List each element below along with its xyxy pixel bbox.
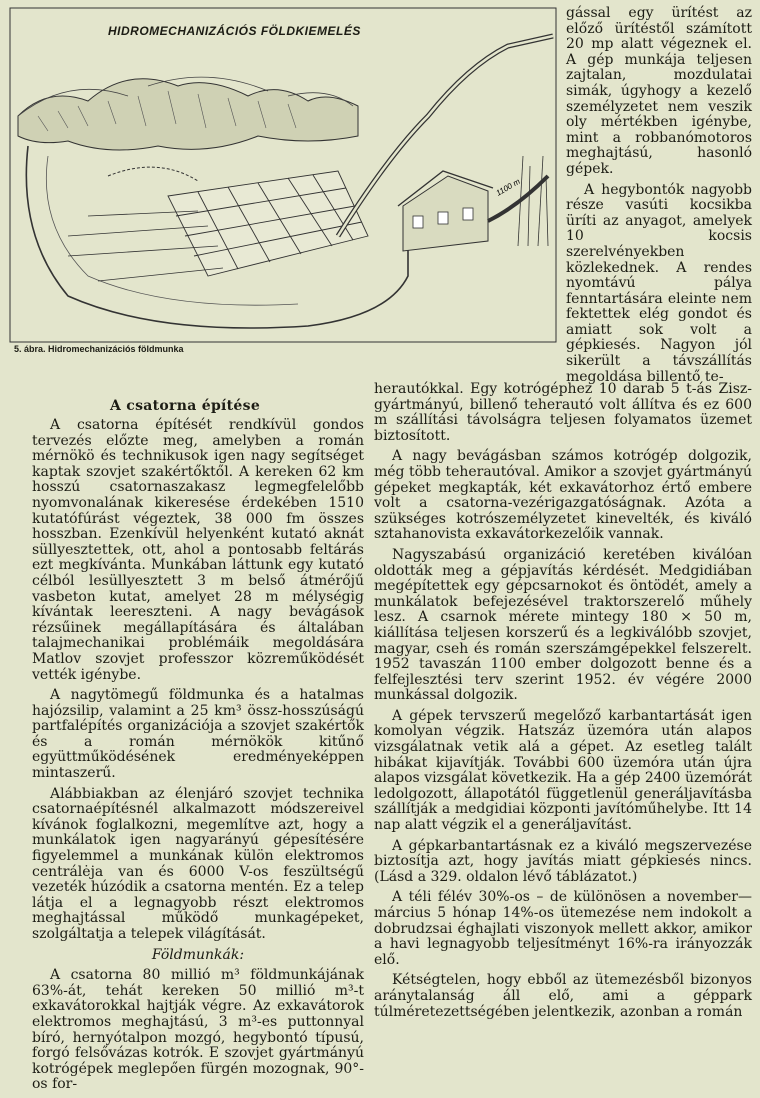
paragraph: A gépkarbantartásnak ez a kiváló megszervezése biztosítja azt, hogy javítás miatt gépkiesés nincs. (Lásd a 329. oldalon lévő táblázatot.) [374, 837, 752, 885]
figure-caption: 5. ábra. Hidromechanizációs földmunka [14, 344, 184, 354]
paragraph: A csatorna építését rendkívül gondos tervezés előzte meg, amelyben a román mérnökö és technikusok igen nagy segítséget kaptak szovjet szakértőktől. A kereken 62 km hosszú csatornaszakasz legmegfelelőbb nyomvonalának kikeresése érdekében 1510 kutatófúrást végeztek, 38 000 fm összes hosszban. Ezenkívül helyenként kutató aknát süllyesztettek, ott, ahol a pontosabb feltárás ezt megkívánta. Munkában láttunk egy kutató célból lesüllyesztett 3 m belső átmérőjű vasbeton kutat, amelyet 28 m mélységig kívántak leereszteni. A nagy bevágások rézsűinek megállapítására és általában talajmechanikai problémáik megoldására Matlov szovjet professzor közreműködését vették igénybe. [32, 417, 364, 683]
paragraph: A hegybontók nagyobb része vasúti kocsikba üríti az anyagot, amelyek 10 kocsis szerelvényekben közlekednek. A rendes nyomtávú pálya fenntartására eleinte nem fektettek elég gondot és amiatt sok volt a gépkiesés. Nagyon jól sikerült a távszállítás megoldása billentő te- [566, 181, 752, 385]
left-column [32, 418, 364, 1098]
paragraph: A nagytömegű földmunka és a hatalmas hajózsilip, valamint a 25 km³ össz-hosszúságú partfalépítés organizációja a szovjet szakértők és a román mérnökök kitűnő együttműködésének eredményeképpen mintaszerű. [32, 687, 364, 782]
figure-hydromechanization [8, 6, 558, 346]
section-heading: A csatorna építése [109, 398, 261, 414]
right-column-bottom [374, 382, 752, 1025]
paragraph: herautókkal. Egy kotrógéphez 10 darab 5 t-ás Zisz-gyártmányú, billenő teherautó volt állítva és ez 600 m szállítási távolságra teljesen folyamatos üzemet biztosított. [374, 381, 752, 444]
paragraph: A nagy bevágásban számos kotrógép dolgozik, még több teherautóval. Amikor a szovjet gyártmányú gépeket megkapták, két exkavátorhoz értő embere volt a csatorna-vezérigazgatóságnak. Azóta a szükséges kotrószemélyzetet kinevelték, és kiváló sztahanovista exkavátorkezelőik vannak. [374, 448, 752, 543]
subheading: Földmunkák: [151, 946, 245, 963]
figure-title: HIDROMECHANIZÁCIÓS FÖLDKIEMELÉS [108, 24, 361, 38]
paragraph: Nagyszabású organizáció keretében kiválóan oldották meg a gépjavítás kérdését. Medgidiában megépítettek egy gépcsarnokot és öntödét, amely a munkálatok befejezésével traktorszerelő műhely lesz. A csarnok mérete mintegy 180 × 50 m, kiállítása teljesen korszerű és a legkiválóbb szovjet, magyar, cseh és román szerszámgépekkel felszerelt. 1952 tavaszán 1100 ember dolgozott benne és a felfejlesztési terv szerint 1952. év végére 2000 munkással dolgozik. [374, 546, 752, 704]
pump-house [398, 171, 493, 251]
right-column-top [566, 6, 752, 390]
paragraph: Kétségtelen, hogy ebből az ütemezésből bizonyos aránytalanság áll elő, ami a géppark túlméretezettségében jelentkezik, azonban a román [374, 972, 752, 1020]
paragraph: A téli félév 30%-os – de különösen a november—március 5 hónap 14%-os ütemezése nem indokolt a dobrudzsai éghajlati viszonyok mellett akkor, amikor a havi legnagyobb teljesítményt 16%-ra irányozzák elő. [374, 889, 752, 968]
pipe-length-label: 1100 m [494, 176, 522, 198]
paragraph: A csatorna 80 millió m³ földmunkájának 63%-át, tehát kereken 50 millió m³-t exkavátorokkal hajtják végre. Az exkavátorok elektromos meghajtású, 3 m³-es puttonnyal bíró, hernyótalpon mozgó, hegybontó típusú, forgó felsővázas kotrók. E szovjet gyártmányú kotrógépek meglepően fürgén mozognak, 90°-os for- [32, 967, 364, 1093]
paragraph: Alábbiakban az élenjáró szovjet technika csatornaépítésnél alkalmazott módszereivel kívánok foglalkozni, megemlítve azt, hogy a munkálatok igen nagyarányú gépesítésére figyelemmel a munkának külön elektromos centrálėja van és 6000 V-os feszültségű vezeték húzódik a csatorna mentén. Ez a telep látja el a legnagyobb részt elektromos meghajtással működő munkagépeket, szolgáltatja a telepek világítását. [32, 785, 364, 942]
hydromechanization-illustration [8, 6, 558, 346]
paragraph: A gépek tervszerű megelőző karbantartását igen komolyan végzik. Hatszáz üzemóra után alapos vizsgálatnak vetik alá a gépet. Az esetleg talált hibákat kijavítják. További 600 üzemóra után újra alapos vizsgálat következik. Ha a gép 2400 üzemórát ledolgozott, állapotától függetlenül generáljavításba szállítják a medgidiai központi javítóműhelybe. Itt 14 nap alatt végzik el a generáljavítást. [374, 707, 752, 834]
paragraph: gással egy ürítést az előző ürítéstől számított 20 mp alatt végeznek el. A gép munkája teljesen zajtalan, mozdulatai simák, úgyhogy a kezelő személyzetet nem veszik oly mértékben igénybe, mint a robbanómotoros meghajtású, hasonló gépek. [566, 5, 752, 177]
